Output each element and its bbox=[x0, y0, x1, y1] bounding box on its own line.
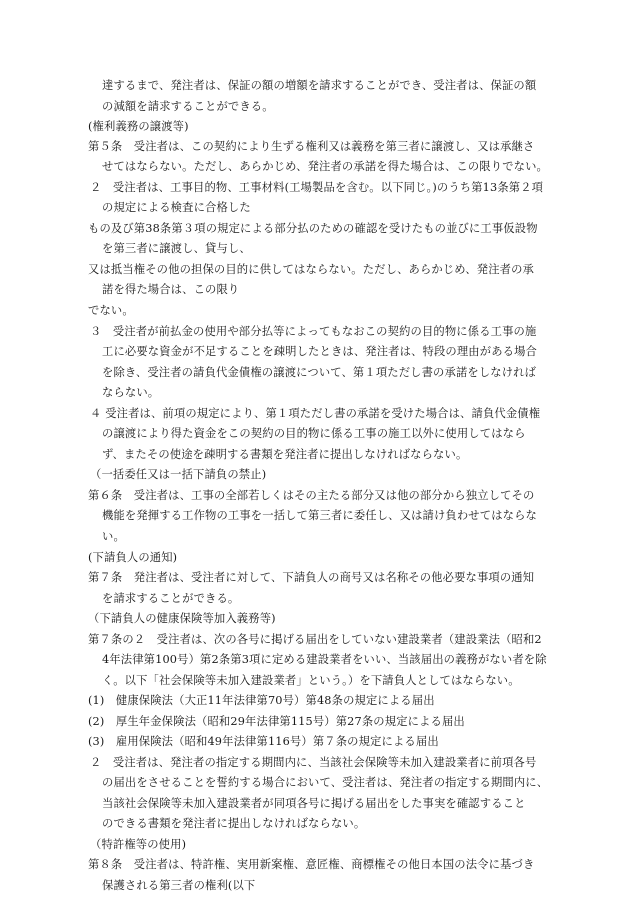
text-line: 工に必要な資金が不足することを疎明したときは、発注者は、特段の理由がある場合 bbox=[102, 345, 537, 358]
text-line: 当該社会保険等未加入建設業者が同項各号に掲げる届出をした事実を確認すること bbox=[102, 797, 526, 810]
text-line: を除き、受注者の請負代金債権の譲渡について、第１項ただし書の承諾をしなければ bbox=[102, 366, 537, 379]
text-line: 達するまで、発注者は、保証の額の増額を請求することができ、受注者は、保証の額 bbox=[102, 79, 537, 92]
text-line: 第７条 発注者は、受注者に対して、下請負人の商号又は名称その他必要な事項の通知 bbox=[88, 571, 535, 584]
text-line: 又は抵当権その他の担保の目的に供してはならない。ただし、あらかじめ、発注者の承 bbox=[88, 263, 534, 276]
text-line: ２ 受注者は、発注者の指定する期間内に、当該社会保険等未加入建設業者に前項各号 bbox=[90, 756, 537, 769]
text-line: ３ 受注者が前払金の使用や部分払等によってもなおこの契約の目的物に係る工事の施 bbox=[90, 325, 537, 338]
text-line: 第５条 受注者は、この契約により生ずる権利又は義務を第三者に譲渡し、又は承継さ bbox=[88, 140, 535, 153]
list-item: (2) 厚生年金保険法（昭和29年法律第115号）第27条の規定による届出 bbox=[88, 715, 465, 728]
text-line: でない。 bbox=[88, 304, 134, 317]
list-item: (1) 健康保険法（大正11年法律第70号）第48条の規定による届出 bbox=[88, 694, 435, 707]
text-line: を請求することができる。 bbox=[102, 592, 240, 605]
list-item: (3) 雇用保険法（昭和49年法律第116号）第７条の規定による届出 bbox=[88, 735, 439, 748]
section-heading: (下請負人の通知) bbox=[88, 551, 178, 564]
text-line: の届出をさせることを誓約する場合において、受注者は、発注者の指定する期間内に、 bbox=[102, 776, 549, 789]
text-line: ４ 受注者は、前項の規定により、第１項ただし書の承諾を受けた場合は、請負代金債権 bbox=[90, 407, 541, 420]
text-line: 第６条 受注者は、工事の全部若しくはその主たる部分又は他の部分から独立してその bbox=[88, 489, 535, 502]
text-line: く。以下「社会保険等未加入建設業者」という。）を下請負人としてはならない。 bbox=[102, 674, 520, 687]
text-line: い。 bbox=[102, 530, 125, 543]
section-heading: （特許権等の使用) bbox=[90, 838, 187, 851]
text-line: もの及び第38条第３項の規定による部分払のための確認を受けたもの並びに工事仮設物 bbox=[88, 222, 538, 235]
text-line: の譲渡により得た資金をこの契約の目的物に係る工事の施工以外に使用してはなら bbox=[102, 427, 526, 440]
text-line: の減額を請求することができる。 bbox=[102, 100, 274, 113]
text-line: 第７条の２ 受注者は、次の各号に掲げる届出をしていない建設業者（建設業法（昭和2 bbox=[88, 633, 542, 646]
section-heading: (権利義務の譲渡等) bbox=[88, 120, 189, 133]
text-line: 4年法律第100号）第2条第3項に定める建設業者をいい、当該届出の義務がない者を除 bbox=[102, 653, 547, 666]
text-line: 機能を発揮する工作物の工事を一括して第三者に委任し、又は請け負わせてはならな bbox=[102, 509, 537, 522]
text-line: ならない。 bbox=[102, 386, 160, 399]
text-line: 諾を得た場合は、この限り bbox=[102, 283, 240, 296]
text-line: せてはならない。ただし、あらかじめ、発注者の承諾を得た場合は、この限りでない。 bbox=[102, 160, 548, 173]
section-heading: （一括委任又は一括下請負の禁止) bbox=[90, 468, 267, 481]
text-line: ず、またその使途を疎明する書類を発注者に提出しなければならない。 bbox=[102, 448, 468, 461]
text-line: のできる書類を発注者に提出しなければならない。 bbox=[102, 817, 366, 830]
text-line: 保護される第三者の権利(以下 bbox=[102, 879, 256, 892]
text-line: ２ 受注者は、工事目的物、工事材料(工場製品を含む。以下同じ。)のうち第13条第２項 bbox=[90, 181, 544, 194]
section-heading: （下請負人の健康保険等加入義務等) bbox=[88, 612, 276, 625]
text-line: 第８条 受注者は、特許権、実用新案権、意匠権、商標権その他日本国の法令に基づき bbox=[88, 858, 535, 871]
text-line: の規定による検査に合格した bbox=[102, 201, 251, 214]
text-line: を第三者に譲渡し、貸与し、 bbox=[102, 242, 251, 255]
